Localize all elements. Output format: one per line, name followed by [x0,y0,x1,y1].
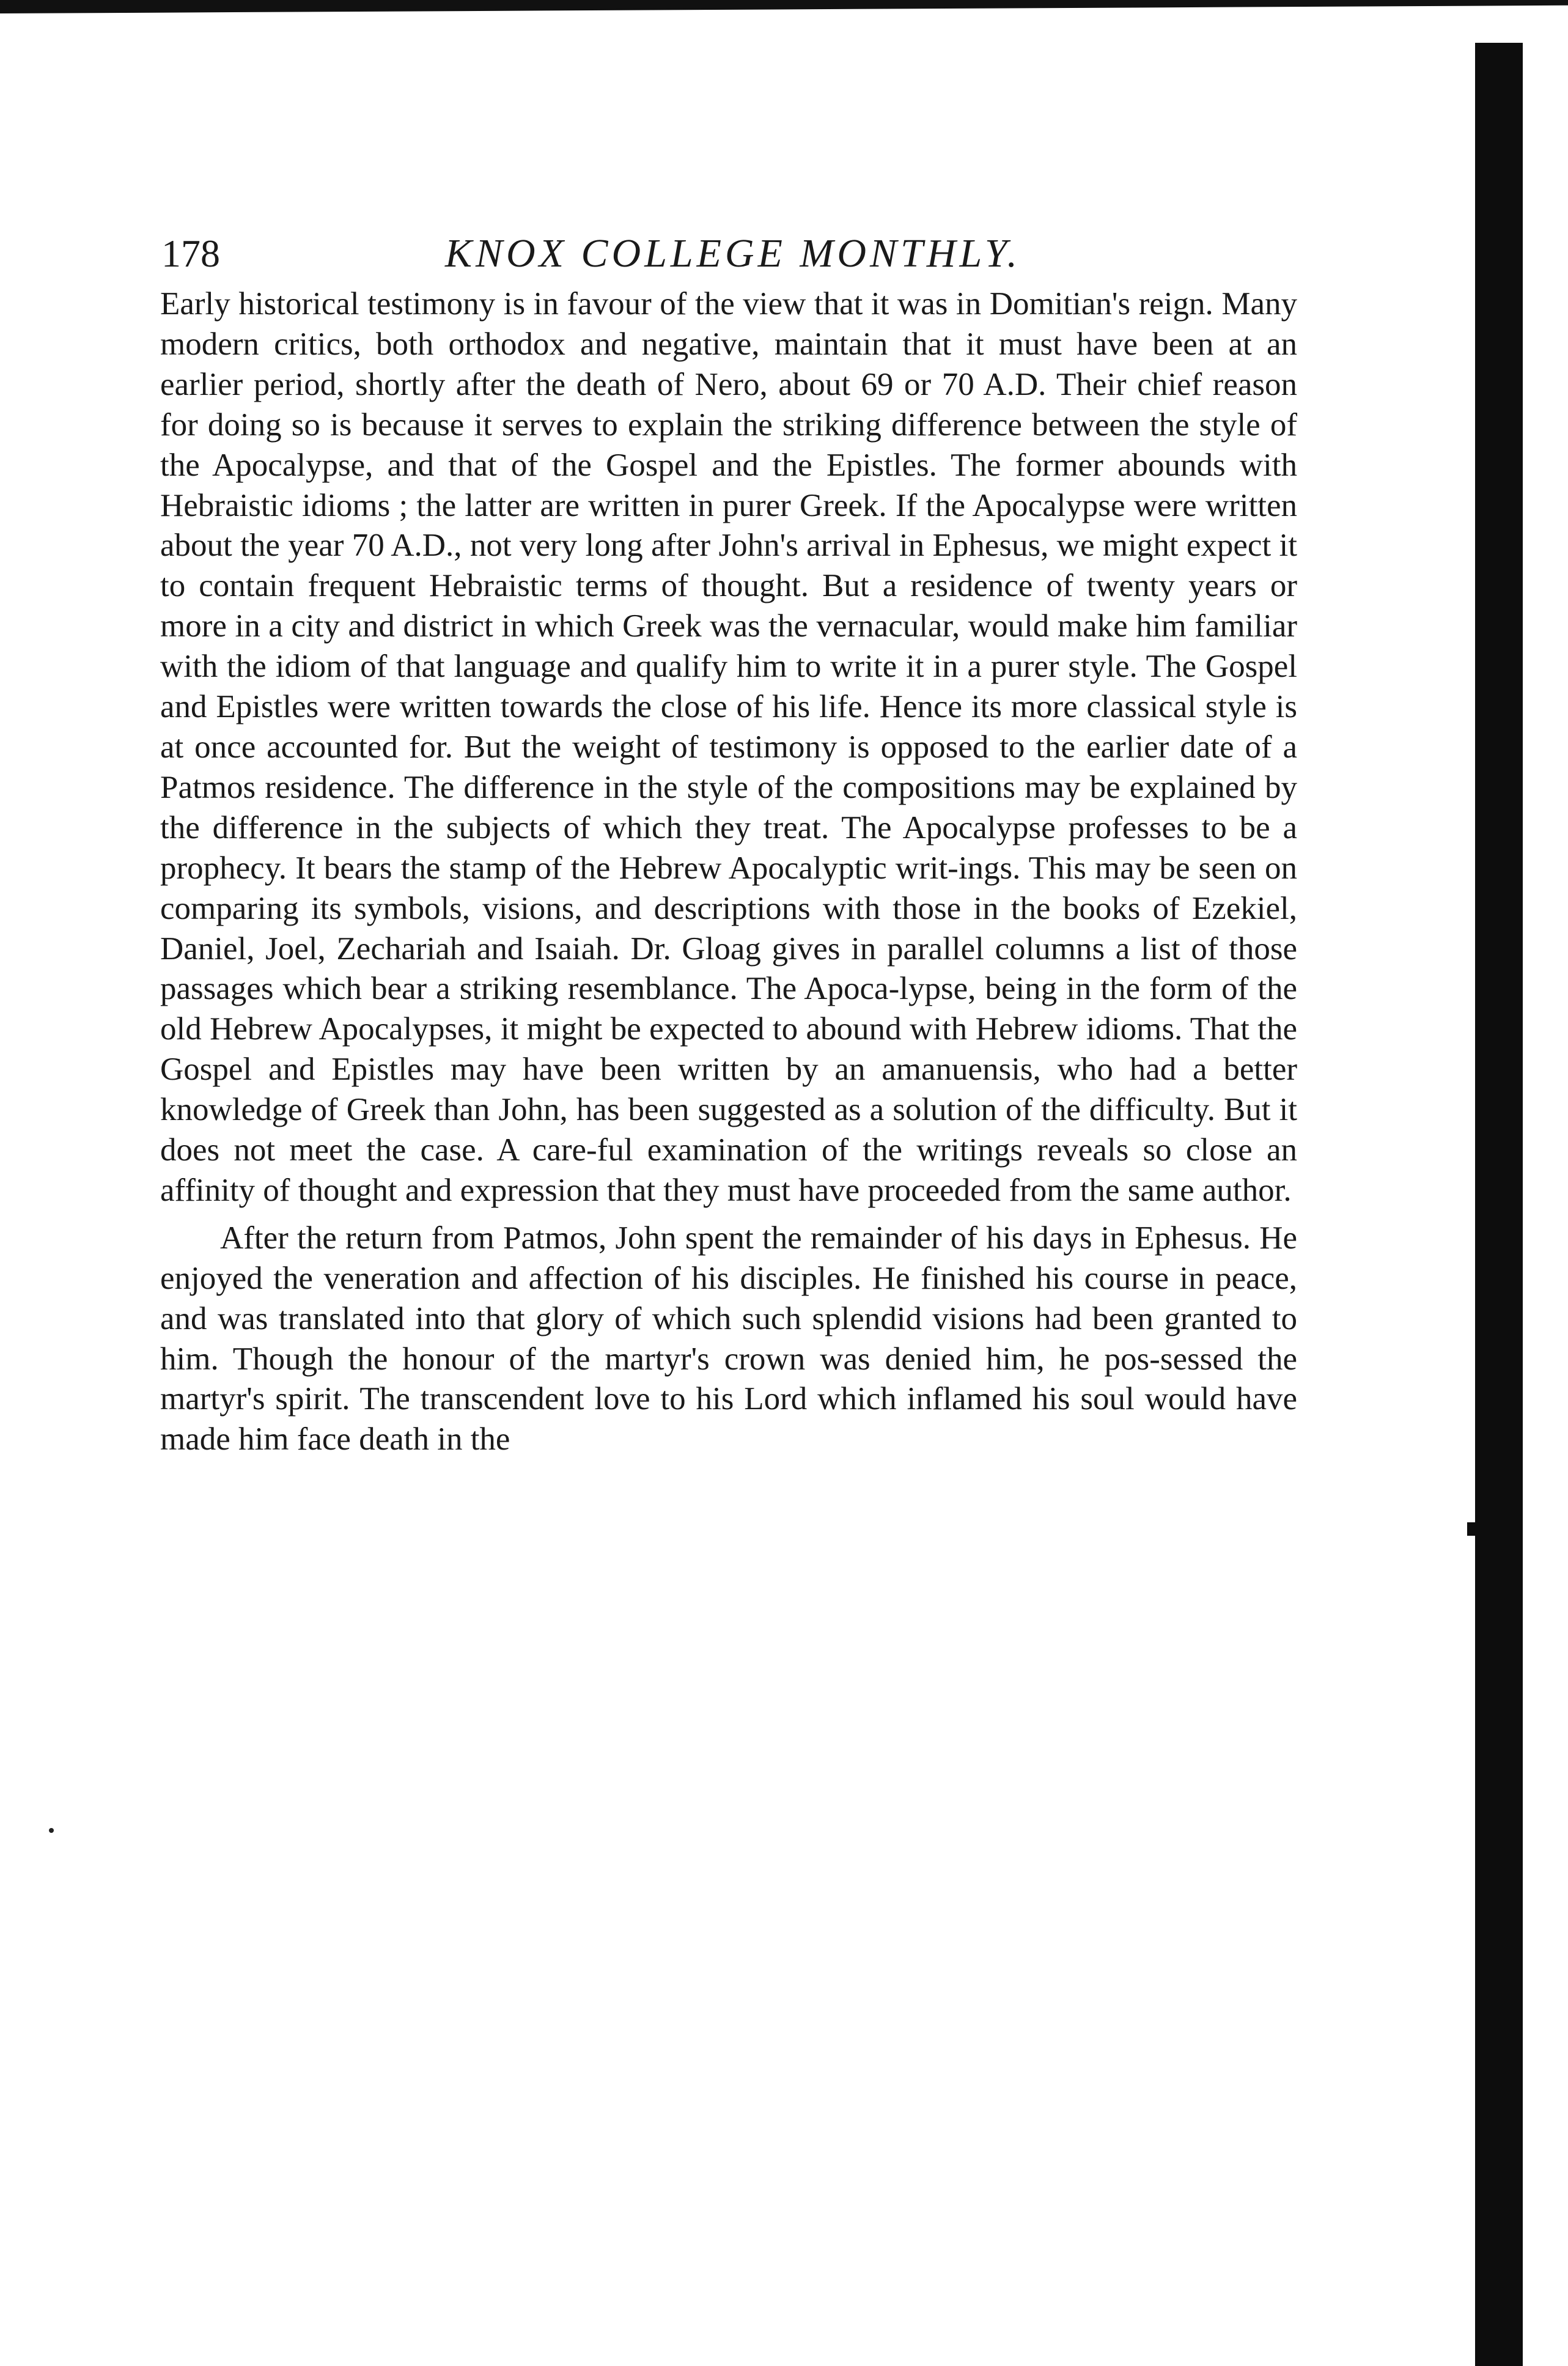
paragraph-2: After the return from Patmos, John spent the remainder of his days in Ephesus. He enjoyed the veneration and affection of his disciples. He finished his course in peace, and was translated into that glory of which such splendid visions had been granted to him. Though the honour of the martyr's crown was denied him, he pos-sessed the martyr's spirit. The transcendent love to his Lord which inflamed his soul would have made him face death in the [160,1220,1297,1458]
page-header [161,226,1305,281]
body-text [160,284,1297,1460]
paragraph-1: Early historical testimony is in favour of the view that it was in Domitian's reign. Many modern critics, both orthodox and negative, maintain that it must have been at an earlier period, shortly after the death of Nero, about 69 or 70 A.D. Their chief reason for doing so is because it serves to explain the striking difference between the style of the Apocalypse, and that of the Gospel and the Epistles. The former abounds with Hebraistic idioms ; the latter are written in purer Greek. If the Apocalypse were written about the year 70 A.D., not very long after John's arrival in Ephesus, we might expect it to contain frequent Hebraistic terms of thought. But a residence of twenty years or more in a city and district in which Greek was the vernacular, would make him familiar with the idiom of that language and qualify him to write it in a purer style. The Gospel and Epistles were written towards the close of his life. Hence its more classical style is at once accounted for. But the weight of testimony is opposed to the earlier date of a Patmos residence. The difference in the style of the compositions may be explained by the difference in the subjects of which they treat. The Apocalypse professes to be a prophecy. It bears the stamp of the Hebrew Apocalyptic writ-ings. This may be seen on comparing its symbols, visions, and descriptions with those in the books of Ezekiel, Daniel, Joel, Zechariah and Isaiah. Dr. Gloag gives in parallel columns a list of those passages which bear a striking resemblance. The Apoca-lypse, being in the form of the old Hebrew Apocalypses, it might be expected to abound with Hebrew idioms. That the Gospel and Epistles may have been written by an amanuensis, who had a better knowledge of Greek than John, has been suggested as a solution of the difficulty. But it does not meet the case. A care-ful examination of the writings reveals so close an affinity of thought and expression that they must have proceeded from the same author. [160,286,1297,1208]
right-binding-bar [1475,43,1523,2366]
page-number: 178 [161,232,220,275]
binding-bar-notch [1467,1522,1476,1536]
top-border-rule [0,0,1568,13]
running-title: KNOX COLLEGE MONTHLY. [445,231,1021,276]
margin-mark [49,1828,54,1833]
